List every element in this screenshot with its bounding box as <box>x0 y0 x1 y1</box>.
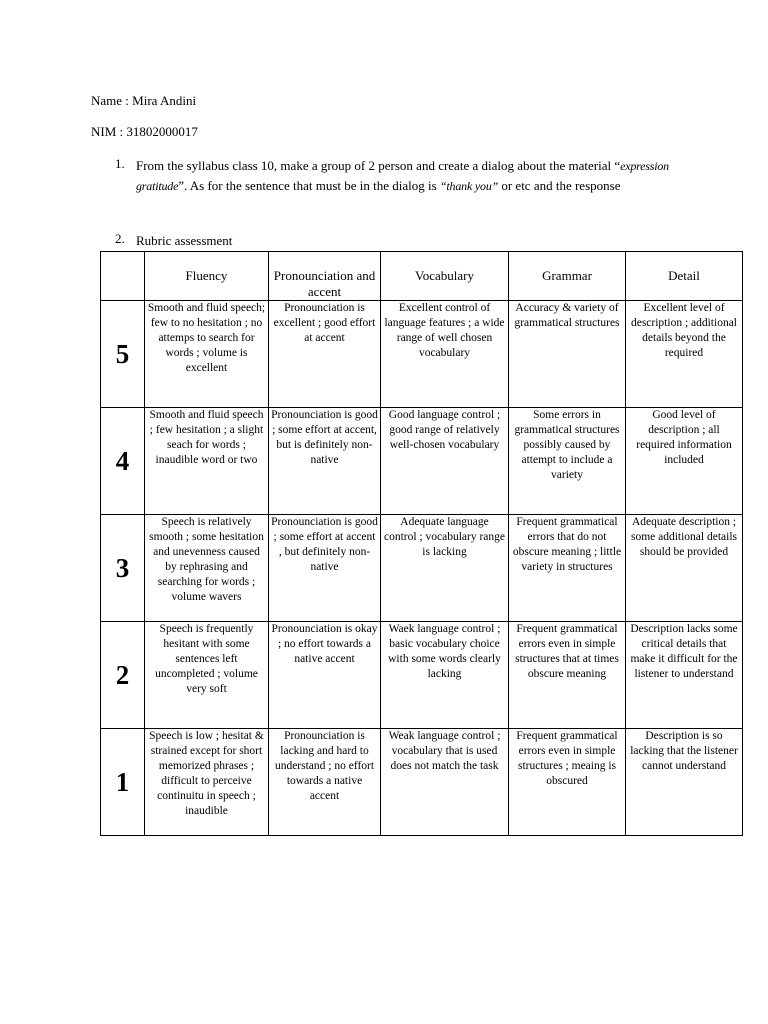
question-1-number: 1. <box>115 156 125 171</box>
rubric-header-vocabulary: Vocabulary <box>381 252 509 301</box>
rubric-table <box>100 251 743 836</box>
detail-cell: Description is so lacking that the listener cannot understand <box>626 729 743 836</box>
pronounciation-cell: Pronounciation is lacking and hard to understand ; no effort towards a native accent <box>269 729 381 836</box>
rubric-row-2 <box>101 622 743 729</box>
score-cell: 1 <box>101 729 145 836</box>
fluency-cell: Speech is low ; hesitat & strained except for short memorized phrases ; difficult to perceive continuitu in speech ; inaudible <box>145 729 269 836</box>
vocabulary-cell: Adequate language control ; vocabulary range is lacking <box>381 515 509 622</box>
fluency-cell: Speech is relatively smooth ; some hesitation and unevenness caused by rephrasing and searching for words ; volume wavers <box>145 515 269 622</box>
rubric-header-detail: Detail <box>626 252 743 301</box>
student-name: Name : Mira Andini <box>91 93 197 108</box>
grammar-cell: Some errors in grammatical structures possibly caused by attempt to include a variety <box>509 408 626 515</box>
question-1-italic-phrase: “thank you” <box>439 179 499 193</box>
pronounciation-cell: Pronounciation is excellent ; good effort at accent <box>269 301 381 408</box>
detail-cell: Description lacks some critical details that make it difficult for the listener to understand <box>626 622 743 729</box>
rubric-row-5 <box>101 301 743 408</box>
vocabulary-cell: Weak language control ; vocabulary that is used does not match the task <box>381 729 509 836</box>
vocabulary-cell: Good language control ; good range of relatively well-chosen vocabulary <box>381 408 509 515</box>
score-cell: 2 <box>101 622 145 729</box>
detail-cell: Adequate description ; some additional details should be provided <box>626 515 743 622</box>
score-cell: 3 <box>101 515 145 622</box>
fluency-cell: Smooth and fluid speech; few to no hesitation ; no attemps to search for words ; volume is excellent <box>145 301 269 408</box>
grammar-cell: Frequent grammatical errors even in simple structures ; meaing is obscured <box>509 729 626 836</box>
student-nim: NIM : 31802000017 <box>91 124 198 139</box>
grammar-cell: Accuracy & variety of grammatical structures <box>509 301 626 408</box>
rubric-header-row <box>101 252 743 301</box>
vocabulary-cell: Excellent control of language features ; a wide range of well chosen vocabulary <box>381 301 509 408</box>
question-2-number: 2. <box>115 231 125 246</box>
question-1-text: From the syllabus class 10, make a group of 2 person and create a dialog about the material “expression gratitude”. As for the sentence that must be in the dialog is “thank you” or etc and the response <box>136 158 669 193</box>
grammar-cell: Frequent grammatical errors even in simple structures that at times obscure meaning <box>509 622 626 729</box>
detail-cell: Excellent level of description ; additional details beyond the required <box>626 301 743 408</box>
rubric-header-pronounciation: Pronounciation and accent <box>269 252 381 301</box>
grammar-cell: Frequent grammatical errors that do not obscure meaning ; little variety in structures <box>509 515 626 622</box>
pronounciation-cell: Pronounciation is good ; some effort at accent, but is definitely non-native <box>269 408 381 515</box>
fluency-cell: Smooth and fluid speech ; few hesitation ; a slight seach for words ; inaudible word or two <box>145 408 269 515</box>
fluency-cell: Speech is frequently hesitant with some sentences left uncompleted ; volume very soft <box>145 622 269 729</box>
pronounciation-cell: Pronounciation is okay ; no effort towards a native accent <box>269 622 381 729</box>
rubric-header-fluency: Fluency <box>145 252 269 301</box>
question-2-text: Rubric assessment <box>136 233 233 248</box>
score-cell: 5 <box>101 301 145 408</box>
vocabulary-cell: Waek language control ; basic vocabulary choice with some words clearly lacking <box>381 622 509 729</box>
rubric-row-4 <box>101 408 743 515</box>
rubric-header-score <box>101 252 145 301</box>
pronounciation-cell: Pronounciation is good ; some effort at accent , but definitely non-native <box>269 515 381 622</box>
score-cell: 4 <box>101 408 145 515</box>
rubric-header-grammar: Grammar <box>509 252 626 301</box>
detail-cell: Good level of description ; all required information included <box>626 408 743 515</box>
rubric-row-1 <box>101 729 743 836</box>
rubric-row-3 <box>101 515 743 622</box>
question-1-italic-topic: expression gratitude <box>136 159 669 193</box>
